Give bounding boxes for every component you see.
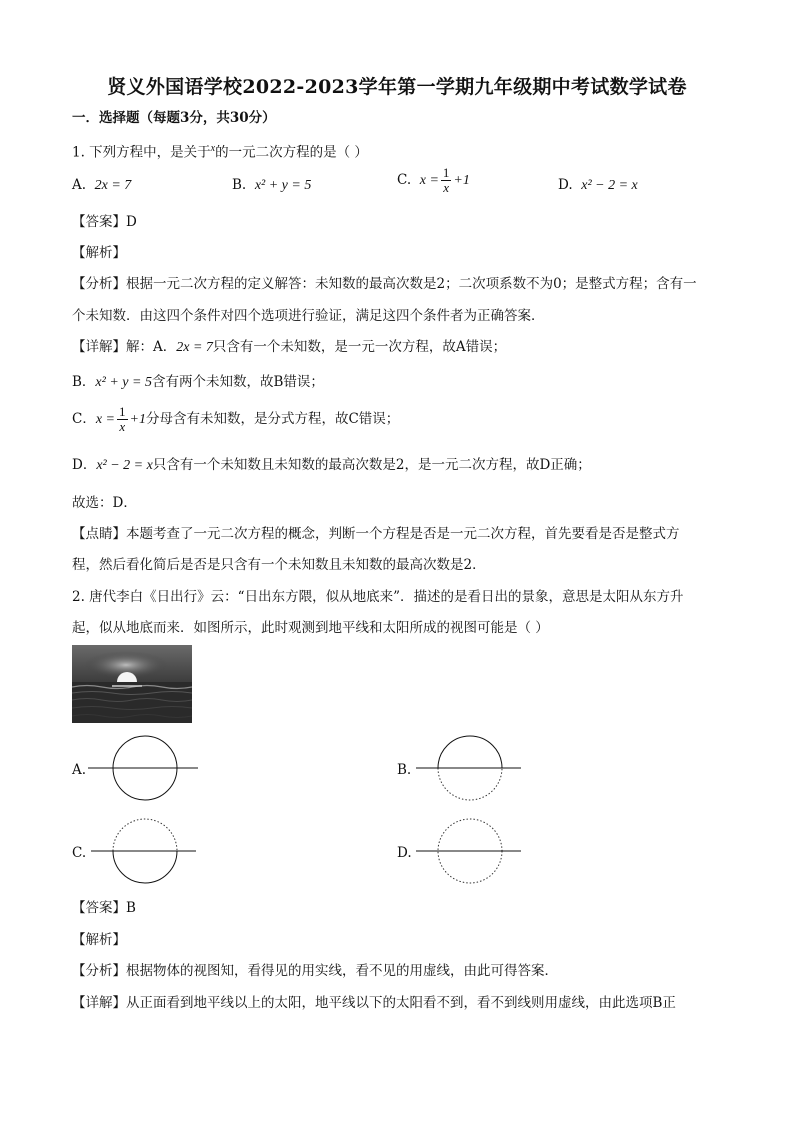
q1-option-b (232, 175, 311, 196)
q2-option-d-label: D. (397, 845, 412, 861)
q1-stem (72, 139, 368, 163)
q2-answer: 【答案】B (72, 900, 136, 916)
fraction-numerator: 1 (442, 165, 450, 180)
q1-detail-c-lhs: x = (95, 412, 116, 427)
q1-option-d-math: x² − 2 = x (581, 178, 638, 193)
q2-option-c-figure (88, 816, 200, 886)
q1-stem-a: 1. 下列方程中，是关于 (72, 144, 211, 161)
q2-analysis-heading: 【解析】 (72, 932, 126, 948)
q1-stem-var: x (210, 143, 216, 154)
q2-option-b-figure (413, 733, 525, 803)
q2-option-b-label: B. (397, 762, 412, 778)
q1-detail-d (72, 455, 591, 476)
q1-comment-line2: 程，然后看化简后是否是只含有一个未知数且未知数的最高次数是2． (72, 557, 486, 573)
sun-lower-arc (113, 851, 177, 883)
q1-detail-c-prefix: C． (72, 411, 96, 427)
q1-detail-d-prefix: D． (72, 457, 97, 473)
q1-answer: 【答案】D (72, 214, 137, 230)
q1-detail-c-rhs: +1 (129, 412, 146, 427)
q2-option-a-label: A. (72, 762, 87, 778)
q1-stem-b: 的一元二次方程的是（ ） (215, 144, 368, 161)
q2-option-c-label: C. (72, 845, 87, 861)
q1-detail-a-text: 只含有一个未知数，是一元一次方程，故A错误； (212, 339, 507, 355)
q1-detail-c-fraction (117, 405, 128, 434)
q1-detail-a-math: 2x = 7 (176, 340, 213, 355)
q1-detail-b-text: 含有两个未知数，故B错误； (151, 374, 324, 390)
sun-upper-arc-dotted (113, 819, 177, 851)
q1-option-c-label: C. (397, 172, 412, 188)
q1-detail-a-prefix: 【详解】解：A． (72, 339, 177, 355)
q1-detail-b-prefix: B． (72, 374, 96, 390)
sunrise-photo (72, 645, 192, 723)
q1-analysis-heading: 【解析】 (72, 245, 126, 261)
sun-lower-arc-dotted (438, 768, 502, 800)
q2-stem-line1: 2. 唐代李白《日出行》云：“日出东方隈，似从地底来”．描述的是看日出的景象，意思是太阳从东方升 (72, 589, 684, 605)
q1-option-c-lhs: x = (419, 173, 439, 188)
q1-choice: 故选：D． (72, 495, 137, 511)
q1-option-a-label: A. (72, 177, 87, 193)
q1-detail-c (72, 405, 399, 434)
q1-detail-d-text: 只含有一个未知数且未知数的最高次数是2，是一元二次方程，故D正确； (152, 457, 591, 473)
q1-option-c-fraction (441, 166, 452, 195)
q1-comment-line1: 【点睛】本题考查了一元二次方程的概念，判断一个方程是否是一元二次方程，首先要看是否是整式方 (72, 526, 680, 542)
fraction-numerator: 1 (119, 404, 126, 419)
q2-option-d-figure (413, 816, 525, 886)
q1-option-a-math: 2x = 7 (94, 178, 132, 193)
q2-analysis: 【分析】根据物体的视图知，看得见的用实线，看不见的用虚线，由此可得答案． (72, 963, 558, 979)
fraction-denominator: x (119, 419, 126, 434)
q1-option-d (558, 175, 638, 196)
sunrise-image (72, 645, 192, 723)
q1-detail-c-text: 分母含有未知数，是分式方程，故C错误； (145, 411, 400, 427)
q1-analysis-line2: 个未知数．由这四个条件对四个选项进行验证，满足这四个条件者为正确答案． (72, 308, 545, 324)
q1-detail-d-math: x² − 2 = x (96, 458, 153, 473)
q2-detail: 【详解】从正面看到地平线以上的太阳，地平线以下的太阳看不到，看不到线则用虚线，由此选项B正 (72, 995, 676, 1011)
q1-option-b-math: x² + y = 5 (254, 178, 312, 193)
q1-detail-b (72, 372, 324, 393)
section-heading: 一．选择题（每题3分，共30分） (72, 110, 276, 126)
q1-option-c-rhs: +1 (453, 173, 470, 188)
q1-option-d-label: D. (558, 177, 573, 193)
fraction-denominator: x (443, 180, 450, 195)
q1-option-a (72, 175, 131, 196)
q2-option-a-figure (88, 733, 200, 803)
page-title: 贤义外国语学校2022-2023学年第一学期九年级期中考试数学试卷 (107, 76, 687, 98)
q1-detail-a (72, 337, 506, 358)
q1-option-c (397, 166, 470, 195)
sun-upper-arc (438, 736, 502, 768)
q2-stem-line2: 起，似从地底而来．如图所示，此时观测到地平线和太阳所成的视图可能是（ ） (72, 620, 549, 636)
q1-detail-b-math: x² + y = 5 (95, 375, 152, 390)
q1-option-b-label: B. (232, 177, 247, 193)
q1-analysis-line1: 【分析】根据一元二次方程的定义解答：未知数的最高次数是2；二次项系数不为0；是整式方程；含有一 (72, 276, 697, 292)
